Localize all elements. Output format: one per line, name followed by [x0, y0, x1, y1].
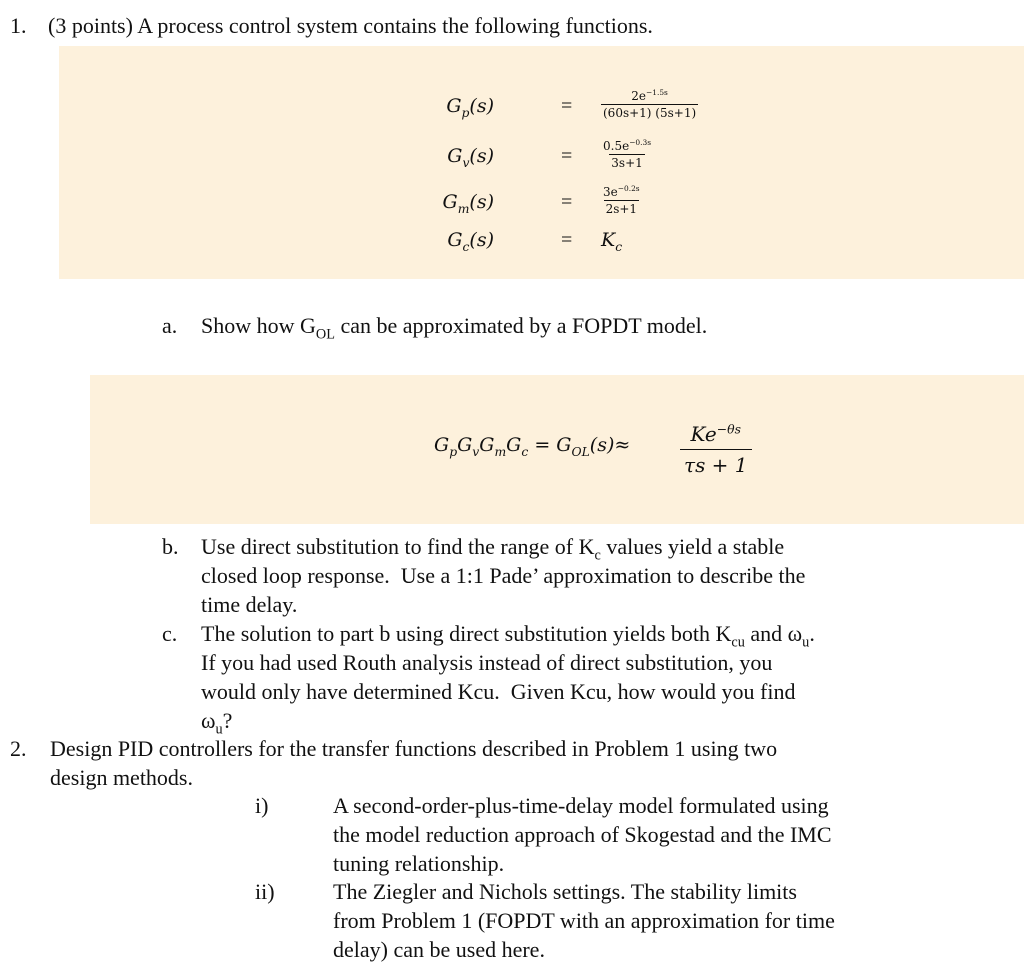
q2-item-i-line: A second-order-plus-time-delay model formulated using: [333, 793, 829, 818]
q2-item-i-label: i): [255, 793, 269, 818]
equation-gc: [59, 220, 1024, 264]
equation-gp: [59, 86, 1024, 130]
q1-number: 1.: [10, 13, 27, 38]
gc-lhs: $G_c(s)$: [447, 229, 494, 254]
q2-number: 2.: [10, 736, 27, 761]
q2-item-ii-line: delay) can be used here.: [333, 937, 545, 962]
part-c-line: $\omega_u$?: [201, 708, 233, 738]
gc-equals: =: [561, 229, 573, 251]
gv-equals: =: [561, 145, 573, 167]
gv-denominator: 3s+1: [611, 156, 643, 170]
q2-text: [50, 734, 777, 792]
q2-item-ii-line: from Problem 1 (FOPDT with an approximation for time: [333, 908, 835, 933]
part-b-line: closed loop response. Use a 1:1 Pade’ approximation to describe the: [201, 563, 806, 588]
q2-item-i-line: the model reduction approach of Skogestad and the IMC: [333, 822, 832, 847]
part-c-text: [201, 619, 815, 738]
gp-numerator: $2e^{-1.5s}$: [631, 88, 668, 103]
gp-equals: =: [561, 95, 573, 117]
part-a-label: a.: [162, 313, 178, 338]
gm-denominator: 2s+1: [605, 202, 638, 216]
gm-fraction: [601, 184, 642, 217]
fopdt-fraction: [680, 419, 752, 480]
gm-lhs: $G_m(s)$: [442, 191, 494, 216]
equation-gv: [59, 136, 1024, 180]
fopdt-numerator: $Ke^{-\theta s}$: [690, 421, 741, 446]
gv-numerator: $0.5e^{-0.3s}$: [603, 138, 652, 153]
part-c-line: If you had used Routh analysis instead of direct substitution, you: [201, 650, 773, 675]
fopdt-denominator: τs + 1: [680, 449, 752, 480]
gv-lhs: $G_v(s)$: [447, 145, 494, 170]
part-c-line: would only have determined Kcu. Given Kcu, how would you find: [201, 679, 796, 704]
gc-rhs: $K_c$: [601, 229, 623, 254]
gm-equals: =: [561, 191, 573, 213]
q2-line: design methods.: [50, 765, 193, 790]
fopdt-lhs: $G_pG_vG_mG_c = G_{OL}(s)\approx$: [434, 434, 631, 459]
gp-lhs: $G_p(s)$: [446, 95, 494, 120]
gm-numerator: $3e^{-0.2s}$: [603, 184, 640, 199]
part-b-line: Use direct substitution to find the range of $K_c$ values yield a stable: [201, 534, 785, 564]
q2-line: Design PID controllers for the transfer functions described in Problem 1 using two: [50, 736, 778, 761]
q2-item-i-text: [333, 791, 832, 878]
fopdt-box: [90, 375, 1024, 524]
gv-fraction: [601, 138, 653, 171]
q2-item-ii-label: ii): [255, 879, 275, 904]
part-b-text: [201, 532, 805, 619]
q2-item-ii-line: The Ziegler and Nichols settings. The stability limits: [333, 879, 797, 904]
part-c-line: The solution to part b using direct substitution yields both $K_{cu}$ and $\omega_u$.: [201, 621, 815, 651]
part-c-label: c.: [162, 621, 178, 646]
part-a-text: Show how $G_{OL}$ can be approximated by a FOPDT model.: [201, 313, 708, 343]
q1-text: (3 points) A process control system contains the following functions.: [48, 13, 653, 38]
gp-fraction: [601, 88, 698, 121]
gp-denominator: (60s+1) (5s+1): [603, 106, 697, 120]
equations-box: [59, 46, 1024, 279]
q2-item-ii-text: [333, 877, 835, 964]
q2-item-i-line: tuning relationship.: [333, 851, 505, 876]
part-b-label: b.: [162, 534, 179, 559]
part-b-line: time delay.: [201, 592, 298, 617]
